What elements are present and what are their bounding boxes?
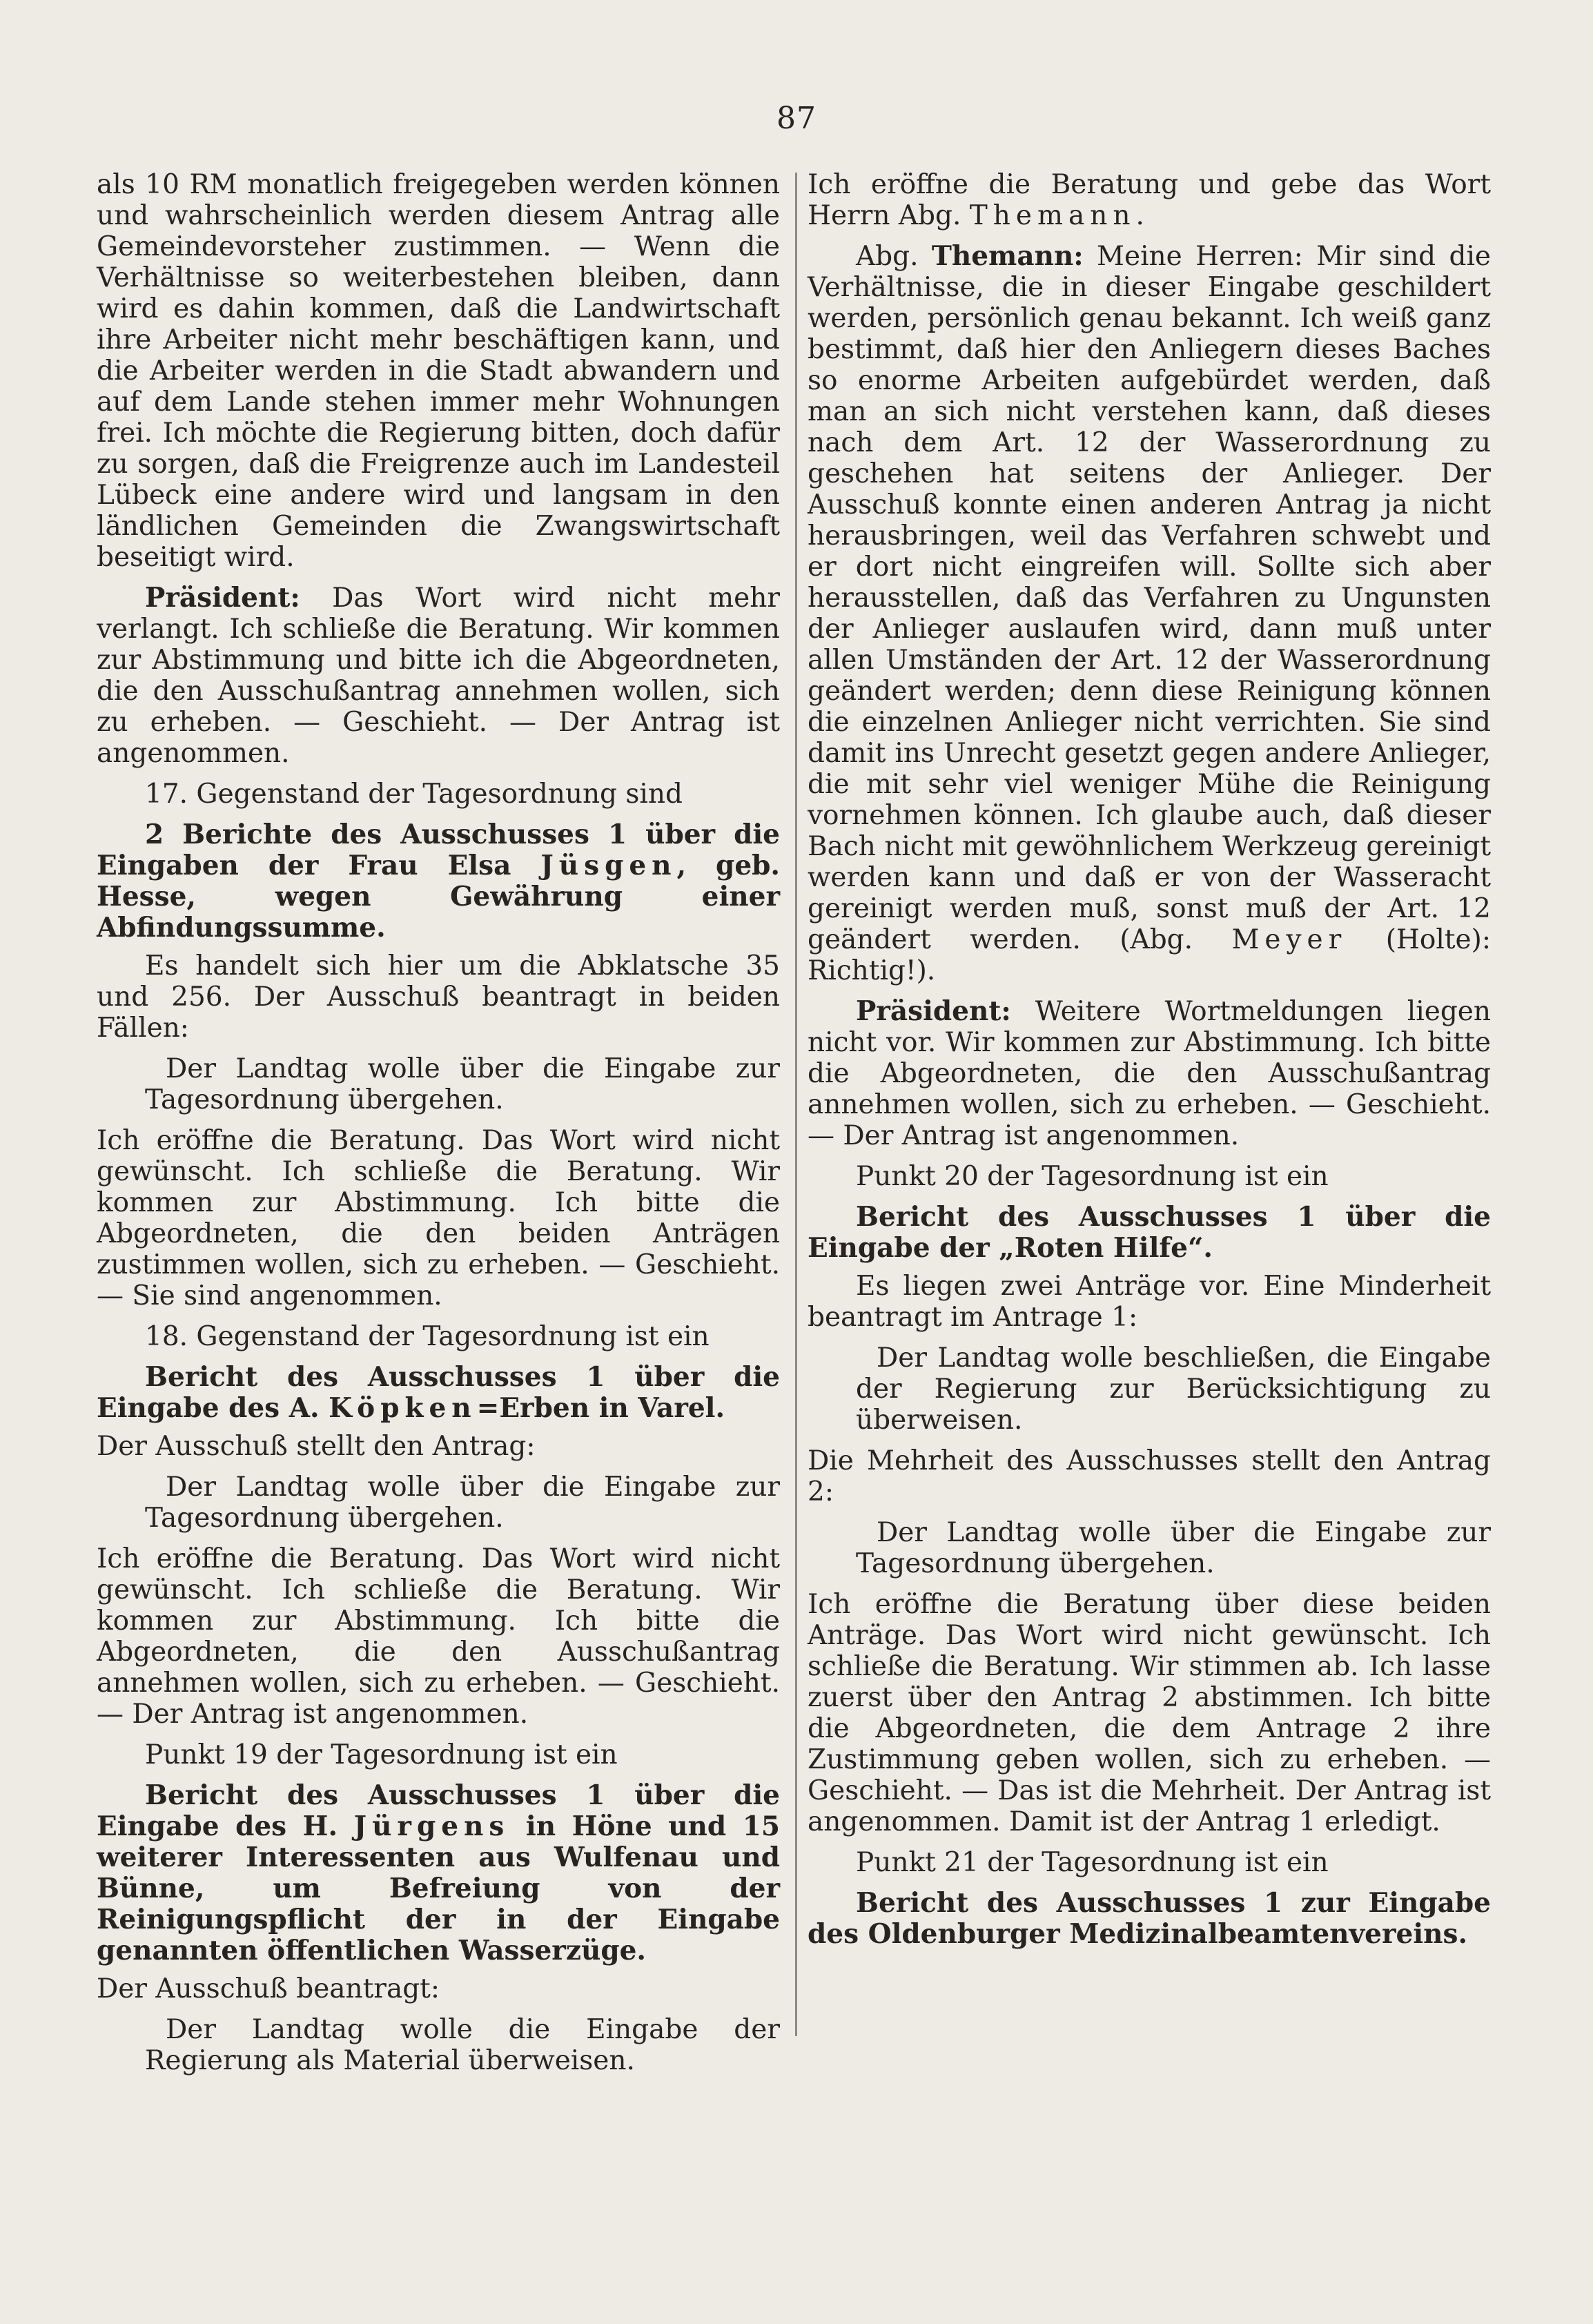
speech-text: Meine Herren: Mir sind die Verhältnisse, die in dieser Eingabe geschildert werden, persönlich genau bekannt. Ich weiß ganz bestimmt, daß hier den Anliegern dieses Baches so enorme Arbeiten aufgebürdet werden, daß man an sich nicht verstehen kann, daß dieses nach dem Art. 12 der Wasserordnung zu geschehen hat seitens der Anlieger. Der Ausschuß konnte einen anderen Antrag ja nicht herausbringen, weil das Verfahren schwebt und er dort nicht eingreifen will. Sollte sich aber herausstellen, daß das Verfahren zu Ungunsten der Anlieger auslaufen wird, dann muß unter allen Umständen der Art. 12 der Wasserordnung geändert werden; denn diese Reinigung können die einzelnen Anlieger nicht verrichten. Sie sind damit ins Unrecht gesetzt gegen andere Anlieger, die mit sehr viel weniger Mühe die Reinigung vornehmen können. Ich glaube auch, daß dieser Bach nicht mit gewöhnlichem Werkzeug gereinigt werden kann und daß er von der Wasseracht gereinigt werden muß, sonst muß der Art. 12 geändert werden. (Abg. — [808, 241, 1492, 955]
paragraph — [97, 583, 780, 769]
paragraph: Es handelt sich hier um die Abklatsche 35 und 256. Der Ausschuß beantragt in beiden Fällen: — [97, 950, 780, 1044]
speech-text: Das Wort wird nicht mehr verlangt. Ich schließe die Beratung. Wir kommen zur Abstimmung und bitte ich die Abgeordneten, die den Ausschußantrag annehmen wollen, sich zu erheben. — Geschieht. — Der Antrag ist angenommen. — [97, 583, 780, 769]
agenda-item-intro: Punkt 19 der Tagesordnung ist ein — [145, 1739, 618, 1770]
paragraph: Ich eröffne die Beratung. Das Wort wird nicht gewünscht. Ich schließe die Beratung. Wir kommen zur Abstimmung. Ich bitte die Abgeordneten, die den Ausschußantrag annehmen wollen, sich zu erheben. — Geschieht. — Der Antrag ist angenommen. — [97, 1543, 780, 1730]
paragraph: Ich eröffne die Beratung. Das Wort wird nicht gewünscht. Ich schließe die Beratung. Wir kommen zur Abstimmung. Ich bitte die Abgeordneten, die den beiden Anträgen zustimmen wollen, sich zu erheben. — Geschieht. — Sie sind angenommen. — [97, 1125, 780, 1311]
agenda-item-intro: Punkt 20 der Tagesordnung ist ein — [856, 1161, 1329, 1192]
paragraph: Es liegen zwei Anträge vor. Eine Minderheit beantragt im Antrage 1: — [808, 1271, 1491, 1333]
left-column — [97, 169, 780, 2086]
heading-text: 2 Berichte des Ausschusses 1 über die Eingaben der Frau Elsa — [97, 819, 780, 881]
agenda-item-intro: 17. Gegenstand der Tagesordnung sind — [145, 779, 683, 810]
heading-text: in Höne und 15 weiterer Interessenten aus Wulfenau und Bünne, um Befreiung von der Reinigungspflicht der in der Eingabe genannten öffentlichen Wasserzüge. — [97, 1810, 781, 1966]
heading-text: Bericht des Ausschusses 1 über die Eingabe des H. — [97, 1779, 780, 1842]
paragraph — [808, 241, 1491, 986]
agenda-item-intro: Punkt 21 der Tagesordnung ist ein — [856, 1847, 1329, 1878]
motion-text: Der Landtag wolle über die Eingabe zur Tagesordnung übergehen. — [145, 1053, 780, 1115]
paragraph: Der Ausschuß beantragt: — [97, 1973, 440, 2004]
heading-text: , geb. Hesse, wegen Gewährung einer Abfindungssumme. — [97, 850, 780, 944]
right-column — [808, 169, 1491, 1957]
speaker-label: Themann: — [931, 240, 1084, 272]
person-name: Jürgens — [353, 1810, 510, 1842]
motion-text: Der Landtag wolle über die Eingabe zur Tagesordnung übergehen. — [856, 1517, 1491, 1579]
heading-text: Bericht des Ausschusses 1 über die Eingabe des A. — [97, 1361, 780, 1424]
speaker-prefix: Abg. — [856, 241, 932, 272]
paragraph: als 10 RM monatlich freigegeben werden können und wahrscheinlich werden diesem Antrag alle Gemeindevorsteher zustimmen. — Wenn die Verhältnisse so weiterbestehen bleiben, dann wird es dahin kommen, daß die Landwirtschaft ihre Arbeiter nicht mehr beschäftigen kann, und die Arbeiter werden in die Stadt abwandern und auf dem Lande stehen immer mehr Wohnungen frei. Ich möchte die Regierung bitten, doch dafür zu sorgen, daß die Freigrenze auch im Landesteil Lübeck eine andere wird und langsam in den ländlichen Gemeinden die Zwangswirtschaft beseitigt wird. — [97, 169, 780, 573]
speaker-label: Präsident: — [145, 582, 300, 614]
agenda-heading: Bericht des Ausschusses 1 zur Eingabe des Oldenburger Medizinalbeamtenvereins. — [808, 1887, 1491, 1950]
speech-text: Weitere Wortmeldungen liegen nicht vor. Wir kommen zur Abstimmung. Ich bitte die Abgeordneten, die den Ausschußantrag annehmen wollen, sich zu erheben. — Geschieht. — Der Antrag ist angenommen. — [808, 996, 1491, 1151]
page-number: 87 — [776, 101, 817, 136]
paragraph — [808, 996, 1491, 1151]
person-name: Jüsgen — [540, 850, 677, 881]
column-divider — [795, 173, 797, 2036]
motion-text: Der Landtag wolle die Eingabe der Regierung als Material überweisen. — [145, 2014, 780, 2076]
paragraph — [808, 169, 1491, 231]
agenda-heading — [97, 819, 780, 944]
person-name: Meyer — [1231, 924, 1347, 955]
heading-text: =Erben in Varel. — [476, 1392, 725, 1424]
agenda-heading — [97, 1362, 780, 1424]
person-name: Themann — [969, 200, 1136, 231]
paragraph: Der Ausschuß stellt den Antrag: — [97, 1431, 536, 1462]
agenda-item-intro: 18. Gegenstand der Tagesordnung ist ein — [145, 1321, 710, 1352]
agenda-heading: Bericht des Ausschusses 1 über die Eingabe der „Roten Hilfe“. — [808, 1201, 1491, 1264]
paragraph-text: . — [1135, 200, 1144, 231]
speaker-label: Präsident: — [856, 995, 1011, 1027]
paragraph: Die Mehrheit des Ausschusses stellt den Antrag 2: — [808, 1445, 1491, 1507]
paragraph: Ich eröffne die Beratung über diese beiden Anträge. Das Wort wird nicht gewünscht. Ich schließe die Beratung. Wir stimmen ab. Ich lasse zuerst über den Antrag 2 abstimmen. Ich bitte die Abgeordneten, die dem Antrage 2 ihre Zustimmung geben wollen, sich zu erheben. — Geschieht. — Das ist die Mehrheit. Der Antrag ist angenommen. Damit ist der Antrag 1 erledigt. — [808, 1589, 1491, 1837]
motion-text: Der Landtag wolle beschließen, die Eingabe der Regierung zur Berücksichtigung zu überweisen. — [856, 1342, 1491, 1436]
person-name: Köpken — [329, 1392, 477, 1424]
agenda-heading — [97, 1780, 780, 1966]
paragraph-text: Ich eröffne die Beratung und gebe das Wort Herrn Abg. — [808, 169, 1491, 231]
motion-text: Der Landtag wolle über die Eingabe zur Tagesordnung übergehen. — [145, 1472, 780, 1534]
speech-text: (Holte): Richtig!). — [808, 924, 1491, 986]
